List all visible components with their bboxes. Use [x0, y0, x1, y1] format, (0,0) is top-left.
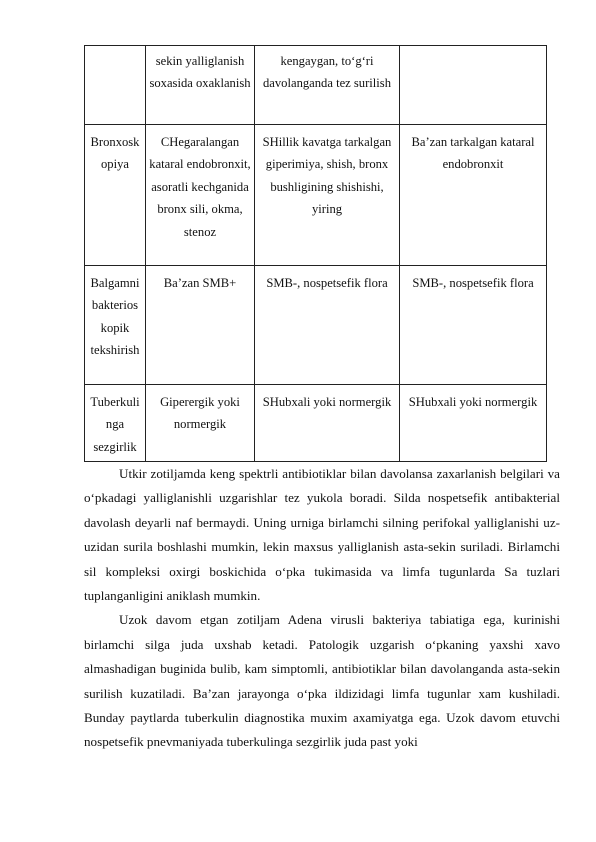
table-cell: SMB-, nospetsefik flora [400, 266, 547, 385]
table-cell: SHubxali yoki normergik [255, 385, 400, 462]
table-cell [85, 46, 146, 125]
table-row [85, 385, 547, 462]
paragraph: Utkir zotiljamda keng spektrli antibiotiklar bilan davolansa zaxarlanish belgilari va o‘pkadagi yalliglanishli uzgarishlar tez yukola boradi. Silda nospetsefik antibakterial davolash deyarli naf bermaydi. Uning urniga birlamchi silning perifokal yalliglanishi uz-uzidan surila boshlashi mumkin, lekin maxsus yalliglanish asta-sekin suriladi. Birlamchi sil kompleksi oxirgi boskichida o‘pka tukimasida va limfa tugunlarda Sa tuzlari tuplanganligini aniklash mumkin. [84, 466, 560, 604]
table-cell: Giperergik yoki normergik [146, 385, 255, 462]
paragraph: Uzok davom etgan zotiljam Adena virusli bakteriya tabiatiga ega, kurinishi birlamchi silga juda uxshab ketadi. Patologik uzgarish o‘pkaning yaxshi xavo almashadigan buginida bulib, kam simptomli, antibiotiklar bilan davolanganda asta-sekin surilish kuzatiladi. Ba’zan jarayonga o‘pka ildizidagi limfa tugunlar xam kushiladi. Bunday paytlarda tuberkulin diagnostika muxim axamiyatga ega. Uzok davom etuvchi nospetsefik pnevmaniyada tuberkulinga sezgirlik juda past yoki [84, 612, 560, 750]
table-row [85, 125, 547, 266]
table-row [85, 46, 547, 125]
table-cell: SHillik kavatga tarkalgan giperimiya, shish, bronx bushligining shishishi, yiring [255, 125, 400, 266]
row-header-cell: Bronxosk opiya [85, 125, 146, 266]
table-cell [400, 46, 547, 125]
table-cell: Ba’zan tarkalgan kataral endobronxit [400, 125, 547, 266]
row-header-cell: Tuberkuli nga sezgirlik [85, 385, 146, 462]
table-cell: CHegaralangan kataral endobronxit, asoratli kechganida bronx sili, okma, stenoz [146, 125, 255, 266]
table-cell: sekin yalliglanish soxasida oxaklanish [146, 46, 255, 125]
row-header-cell: Balgamni bakterios kopik tekshirish [85, 266, 146, 385]
table-cell: SHubxali yoki normergik [400, 385, 547, 462]
table-row [85, 266, 547, 385]
comparison-table [84, 45, 547, 462]
table-cell: kengaygan, to‘g‘ri davolanganda tez surilish [255, 46, 400, 125]
body-text [84, 462, 560, 755]
table-cell: SMB-, nospetsefik flora [255, 266, 400, 385]
table-cell: Ba’zan SMB+ [146, 266, 255, 385]
